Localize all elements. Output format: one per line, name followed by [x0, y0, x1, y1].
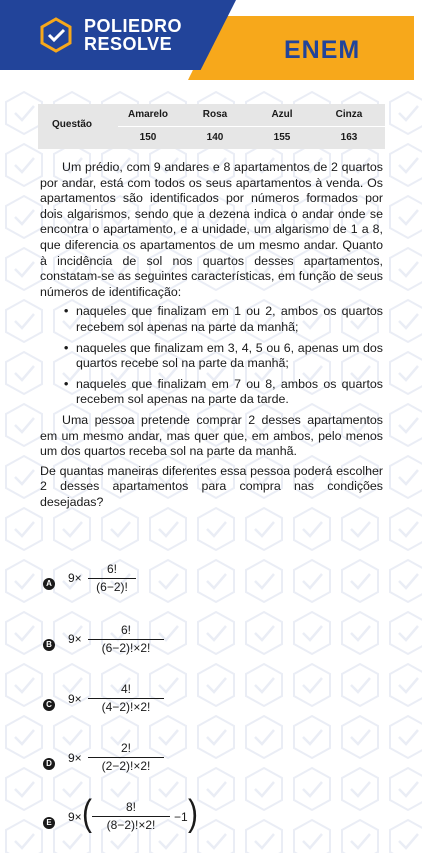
option-prefix: 9×: [68, 692, 82, 706]
exam-title: ENEM: [284, 36, 361, 64]
fraction-bar: [88, 757, 164, 758]
question-intro: Um prédio, com 9 andares e 8 apartamentos de 2 quartos por andar, está com todos os seus apartamentos à venda. Os apartamentos são identificados por números formados por dois algarismos, sendo que a dezena indica o andar onde se encontra o apartamento, e a unidade, um algarismo de 1 a 8, que diferencia os apartamentos de um mesmo andar. Quanto à incidência de sol nos quartos desses apartamentos, constatam-se as seguintes características, em função de seus números de identificação:: [40, 160, 383, 299]
fraction: [88, 562, 136, 595]
left-parenthesis: (: [82, 792, 92, 834]
fraction: [88, 682, 164, 715]
option-a[interactable]: [40, 562, 240, 616]
table-cell-azul: 155: [273, 132, 291, 143]
option-letter-badge: C: [43, 699, 55, 711]
bullet-item: • naqueles que finalizam em 3, 4, 5 ou 6, apenas um dos quartos recebe sol na parte da manhã;: [64, 340, 383, 371]
brand-name-line2: RESOLVE: [84, 34, 173, 54]
option-prefix: 9×: [68, 632, 82, 646]
question-number-table: [38, 104, 385, 149]
denominator: (2−2)!×2!: [101, 759, 151, 773]
option-suffix: −1: [174, 810, 188, 824]
numerator: 4!: [120, 682, 131, 696]
table-cell-cinza: 163: [340, 132, 358, 143]
denominator: (6−2)!: [96, 580, 128, 594]
check-hexagon-icon: [38, 17, 74, 53]
bullet-text: naqueles que finalizam em 3, 4, 5 ou 6, apenas um dos quartos recebe sol na parte da manhã;: [76, 340, 383, 371]
denominator: (4−2)!×2!: [101, 700, 151, 714]
option-prefix: 9×: [68, 751, 82, 765]
bullet-text: naqueles que finalizam em 7 ou 8, ambos os quartos recebem sol apenas na parte da tarde.: [76, 376, 383, 407]
table-cell-rosa: 140: [206, 132, 224, 143]
numerator: 6!: [120, 623, 131, 637]
table-header-amarelo: Amarelo: [127, 109, 168, 120]
table-cell-amarelo: 150: [139, 132, 157, 143]
table-header-cinza: Cinza: [335, 109, 363, 120]
question-prompt: De quantas maneiras diferentes essa pessoa poderá escolher 2 desses apartamentos para compra nas condições desejadas?: [40, 463, 383, 509]
fraction-bar: [92, 816, 170, 817]
table-divider: [118, 126, 385, 127]
option-d[interactable]: [40, 741, 240, 802]
option-b[interactable]: [40, 623, 240, 680]
fraction: [88, 623, 164, 656]
table-header-azul: Azul: [271, 109, 293, 120]
table-header-rosa: Rosa: [202, 109, 228, 120]
bullet-item: • naqueles que finalizam em 7 ou 8, ambos os quartos recebem sol apenas na parte da tarde.: [64, 376, 383, 407]
fraction-bar: [88, 639, 164, 640]
brand-name-line1: POLIEDRO: [84, 16, 183, 36]
fraction-bar: [88, 578, 136, 579]
numerator: 2!: [120, 741, 131, 755]
option-prefix: 9×: [68, 810, 82, 824]
header: [0, 0, 422, 86]
question-paragraph: Uma pessoa pretende comprar 2 desses apartamentos em um mesmo andar, mas quer que, em ambos, pelo menos um dos quartos receba sol na parte da manhã.: [40, 412, 383, 459]
option-prefix: 9×: [68, 571, 82, 585]
option-c[interactable]: [40, 682, 240, 742]
option-letter-badge: D: [43, 758, 55, 770]
bullet-item: • naqueles que finalizam em 1 ou 2, ambos os quartos recebem sol apenas na parte da manhã;: [64, 304, 383, 334]
denominator: (6−2)!×2!: [101, 641, 151, 655]
right-parenthesis: ): [188, 792, 198, 834]
fraction-bar: [88, 698, 164, 699]
numerator: 6!: [106, 562, 117, 576]
fraction: [92, 800, 170, 833]
option-e[interactable]: [40, 792, 280, 862]
option-letter-badge: E: [43, 817, 55, 829]
option-letter-badge: A: [43, 578, 55, 590]
table-row-label: Questão: [52, 119, 93, 130]
denominator: (8−2)!×2!: [106, 818, 156, 832]
option-letter-badge: B: [43, 639, 55, 651]
bullet-text: naqueles que finalizam em 1 ou 2, ambos os quartos recebem sol apenas na parte da manhã;: [76, 304, 383, 334]
numerator: 8!: [125, 800, 136, 814]
fraction: [88, 741, 164, 774]
question-body: [40, 160, 383, 510]
bullet-list: [40, 304, 383, 408]
